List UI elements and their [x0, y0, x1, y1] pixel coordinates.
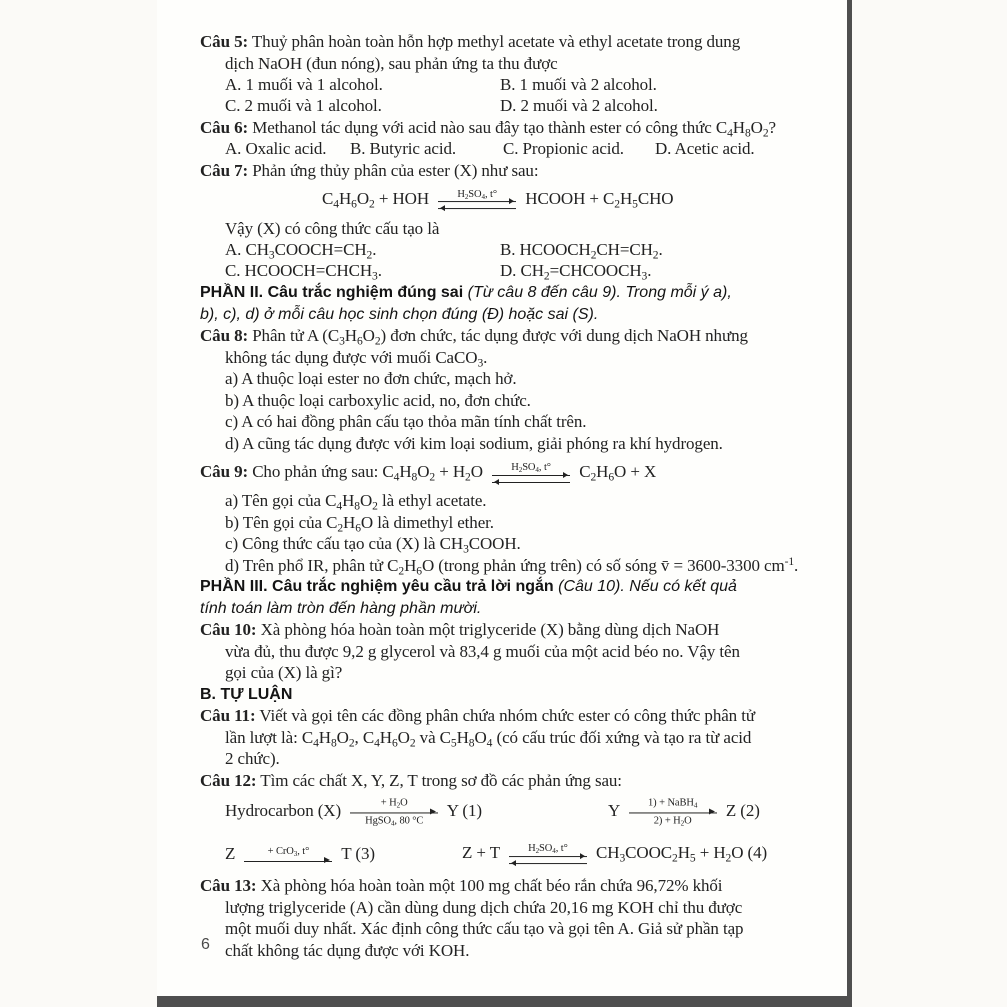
tu-luan-heading: B. TỰ LUẬN [200, 685, 293, 703]
exam-content [200, 31, 818, 961]
cau-7-options-cell: D. $CH_2=CHCOOCH_3$. [500, 261, 652, 283]
cau-13-line: một muối duy nhất. Xác định công thức cấu tạo và gọi tên A. Giả sử phần tạp [225, 919, 744, 938]
cau-7-options [200, 261, 818, 283]
cau-5-options [200, 96, 818, 118]
cau-7-options-cell: C. $HCOOCH=CHCH_3$. [225, 261, 382, 283]
cau-8-item-a: a) A thuộc loại ester no đơn chức, mạch hở. [225, 369, 517, 388]
reaction-arrow: + $H_2O$ HgSO$_4$, 80 °C [350, 797, 438, 826]
cau-12-reactions-cell: Z + CrO$_3$, t° T (3) [225, 844, 375, 863]
cau-11-line: 2 chức). [225, 749, 280, 768]
cau-6-options-cell: D. Acetic acid. [655, 139, 755, 159]
cau-9-item-d: d) Trên phổ IR, phân tử $C_2H_6O$ (trong phản ứng trên) có số sóng v̄ = 3600-3300 $cm^{-1}$. [225, 554, 799, 577]
page-bottom-bar [157, 996, 852, 1007]
phan-ii-heading: PHẦN II. Câu trắc nghiệm đúng sai (Từ câu 8 đến câu 9). Trong mỗi ý a), [200, 284, 732, 301]
cau-10-line: Câu 10: Xà phòng hóa hoàn toàn một triglyceride (X) bằng dùng dịch NaOH [200, 620, 720, 639]
cau-8-line: Câu 8: Phân tử A $(C_3H_6O_2)$ đơn chức, tác dụng được với dung dịch NaOH nhưng [200, 326, 748, 348]
cau-13-line: Câu 13: Xà phòng hóa hoàn toàn một 100 mg chất béo rắn chứa 96,72% khối [200, 876, 723, 895]
cau-6-options-cell: B. Butyric acid. [350, 139, 457, 159]
cau-13-line: lượng triglyceride (A) cần dùng dung dịch chứa 20,16 mg KOH chỉ thu được [225, 897, 743, 917]
cau-12-reactions [200, 791, 818, 833]
cau-9-item-b: b) Tên gọi của $C_2H_6O$ là dimethyl ether. [225, 512, 494, 534]
cau-7-equation [200, 182, 818, 218]
cau-6-options-cell: C. Propionic acid. [503, 139, 624, 159]
document-page [157, 0, 852, 1007]
cau-5-options [200, 74, 818, 96]
cau-7-line: Câu 7: Phản ứng thủy phân của ester (X) như sau: [200, 161, 539, 180]
equilibrium-arrow: $H_2SO_4$, t° [438, 189, 516, 211]
cau-5-options-cell: C. 2 muối và 1 alcohol. [225, 96, 382, 116]
cau-5-line: Câu 5: Thuỷ phân hoàn toàn hỗn hợp methyl acetate và ethyl acetate trong dung [200, 32, 741, 51]
cau-8-item-b: b) A thuộc loại carboxylic acid, no, đơn chức. [225, 390, 531, 410]
cau-7-options-cell: A. $CH_3COOCH=CH_2$. [225, 239, 377, 262]
cau-12-line: Câu 12: Tìm các chất X, Y, Z, T trong sơ đồ các phản ứng sau: [200, 770, 622, 790]
cau-12-reactions-cell: Z + T $H_2SO_4$, t° $CH_3COOC_2H_5 + H_2O$ (4) [462, 843, 768, 865]
page-right-border [847, 0, 852, 1007]
phan-iii-heading: PHẦN III. Câu trắc nghiệm yêu cầu trả lời ngắn (Câu 10). Nếu có kết quả [200, 578, 737, 595]
reaction-arrow: + CrO$_3$, t° [244, 846, 332, 864]
cau-6-line: Câu 6: Methanol tác dụng với acid nào sau đây tạo thành ester có công thức $C_4H_8O_2$? [200, 118, 776, 140]
cau-9-item-a: a) Tên gọi của $C_4H_8O_2$ là ethyl acetate. [225, 491, 487, 513]
cau-8-line: không tác dụng được với muối CaCO$_3$. [225, 347, 488, 369]
phan-iii-heading: tính toán làm tròn đến hàng phần mười. [200, 599, 482, 617]
cau-9-item-c: c) Công thức cấu tạo của (X) là $CH_3COOH$. [225, 534, 521, 556]
cau-13-line: chất không tác dụng được với KOH. [225, 940, 470, 960]
cau-5-options-cell: D. 2 muối và 2 alcohol. [500, 96, 658, 116]
cau-7-equation-cell: $C_4H_6O_2$ + HOH $H_2SO_4$, t° HCOOH + $C_2H_5CHO$ [322, 188, 674, 211]
cau-11-line: lần lượt là: $C_4H_8O_2$, $C_4H_6O_2$ và $C_5H_8O_4$ (có cấu trúc đối xứng và tạo ra từ acid [225, 727, 752, 749]
cau-12-reactions [200, 833, 818, 875]
equilibrium-arrow: $H_2SO_4$, t° [509, 843, 587, 865]
cau-11-line: Câu 11: Viết và gọi tên các đồng phân chứa nhóm chức ester có công thức phân tử [200, 706, 755, 725]
reaction-arrow: 1) + NaBH$_4$ $2) + H_2O$ [629, 797, 717, 826]
cau-5-line: dịch NaOH (đun nóng), sau phản ứng ta thu được [225, 53, 558, 73]
cau-8-item-c: c) A có hai đồng phân cấu tạo thỏa mãn tính chất trên. [225, 412, 587, 431]
cau-6-options-cell: A. Oxalic acid. [225, 139, 327, 159]
phan-ii-heading: b), c), d) ở mỗi câu học sinh chọn đúng (Đ) hoặc sai (S). [200, 305, 599, 323]
cau-7-options-cell: B. $HCOOCH_2CH=CH_2$. [500, 239, 663, 262]
cau-5-options-cell: B. 1 muối và 2 alcohol. [500, 74, 657, 94]
cau-7-options [200, 239, 818, 261]
cau-9-line: Câu 9: Cho phản ứng sau: $C_4H_8O_2 + H_2O$ $H_2SO_4$, t° $C_2H_6O + X$ [200, 462, 657, 484]
cau-7-line: Vậy (X) có công thức cấu tạo là [225, 218, 440, 238]
cau-12-reactions-cell: Y 1) + NaBH$_4$ $2) + H_2O$ Z (2) [608, 797, 760, 828]
cau-5-options-cell: A. 1 muối và 1 alcohol. [225, 74, 383, 94]
cau-10-line: gọi của (X) là gì? [225, 663, 343, 682]
cau-8-item-d: d) A cũng tác dụng được với kim loại sodium, giải phóng ra khí hydrogen. [225, 433, 723, 453]
cau-6-options [200, 139, 818, 161]
cau-12-reactions-cell: Hydrocarbon (X) + $H_2O$ HgSO$_4$, 80 °C Y (1) [225, 797, 482, 828]
equilibrium-arrow: $H_2SO_4$, t° [492, 462, 570, 484]
cau-10-line: vừa đủ, thu được 9,2 g glycerol và 83,4 g muối của một acid béo no. Vậy tên [225, 641, 740, 661]
page-number: 6 [201, 936, 210, 953]
